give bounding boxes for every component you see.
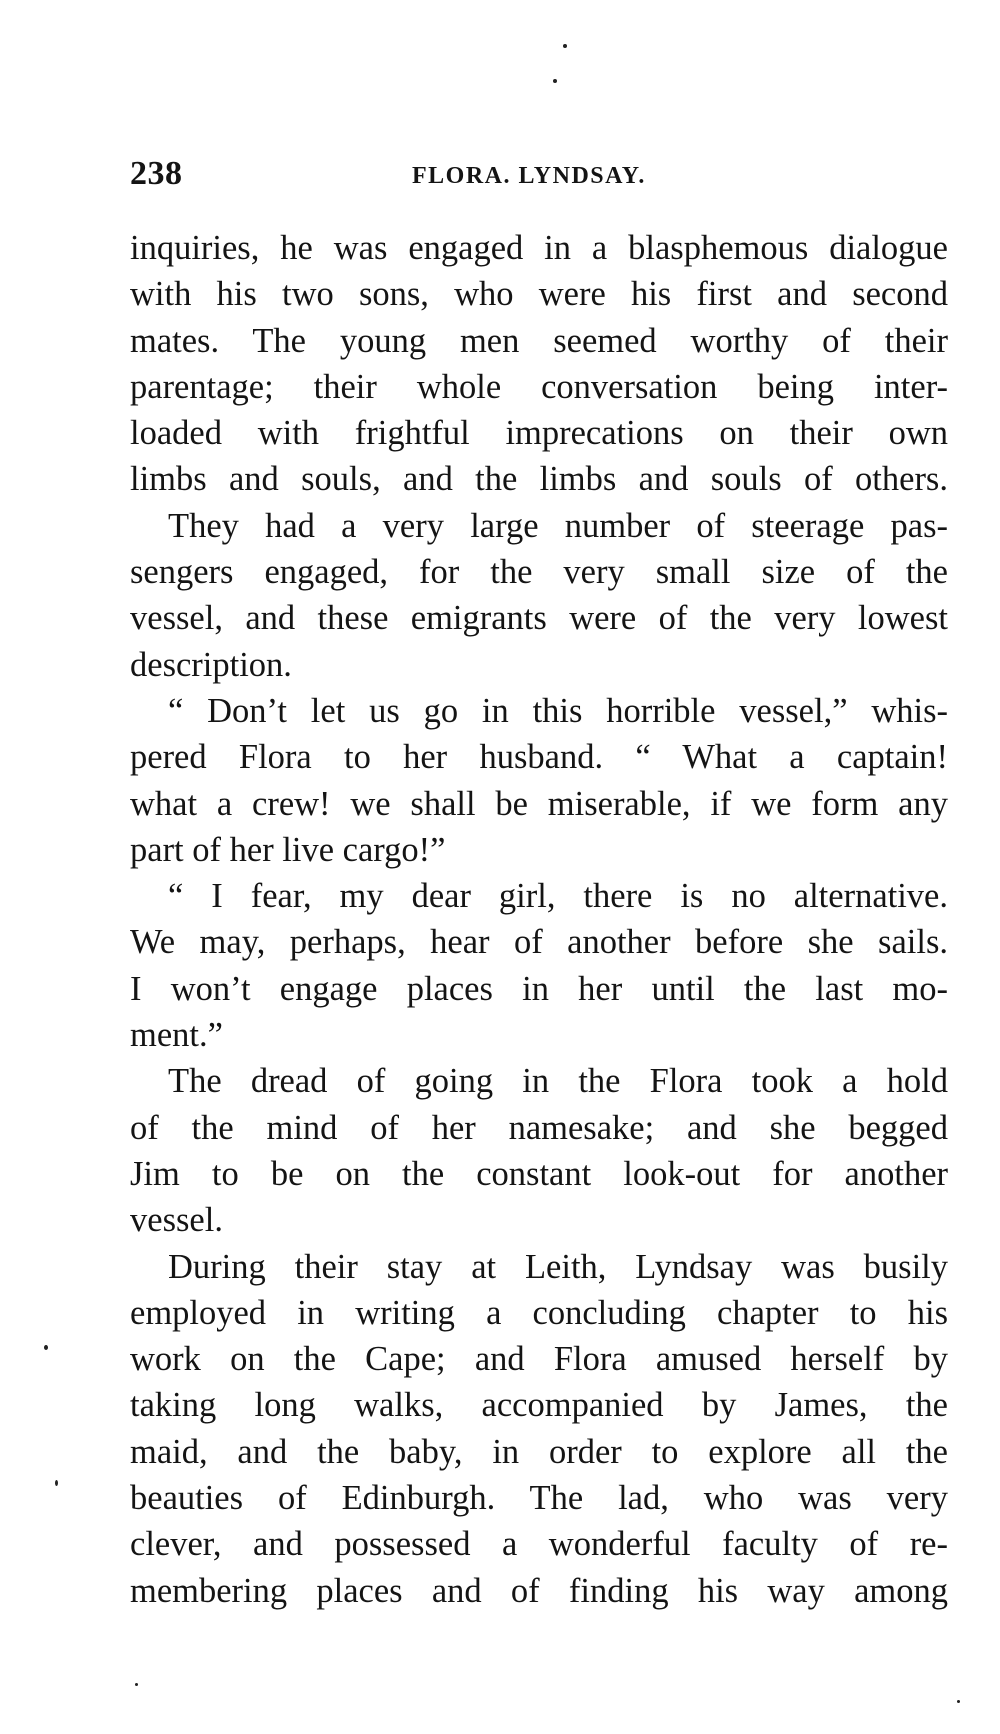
text-line: beauties of Edinburgh. The lad, who was very xyxy=(130,1479,948,1518)
text-line: pered Flora to her husband. “ What a captain! xyxy=(130,738,948,777)
text-line: They had a very large number of steerage pas- xyxy=(168,506,948,545)
text-line: limbs and souls, and the limbs and souls of others. xyxy=(130,460,948,499)
text-line: During their stay at Leith, Lyndsay was busily xyxy=(168,1247,948,1286)
text-line: what a crew! we shall be miserable, if we form any xyxy=(130,784,948,823)
text-line: membering places and of finding his way among xyxy=(130,1571,948,1610)
page-number: 238 xyxy=(130,155,183,192)
text-line: taking long walks, accompanied by James, the xyxy=(130,1386,948,1425)
text-line: with his two sons, who were his first and second xyxy=(130,275,948,314)
page-header xyxy=(130,155,950,195)
text-line: sengers engaged, for the very small size of the xyxy=(130,553,948,592)
text-line: parentage; their whole conversation being inter- xyxy=(130,367,948,406)
speck xyxy=(553,79,557,83)
text-line: I won’t engage places in her until the last mo- xyxy=(130,969,948,1008)
body-text xyxy=(130,225,948,1614)
speck xyxy=(44,1345,48,1350)
text-line: Jim to be on the constant look-out for another xyxy=(130,1154,948,1193)
text-line: maid, and the baby, in order to explore all the xyxy=(130,1432,948,1471)
text-line: of the mind of her namesake; and she begged xyxy=(130,1108,948,1147)
text-line: loaded with frightful imprecations on their own xyxy=(130,414,948,453)
text-line: clever, and possessed a wonderful faculty of re- xyxy=(130,1525,948,1564)
text-line: inquiries, he was engaged in a blasphemous dialogue xyxy=(130,229,948,267)
text-line: employed in writing a concluding chapter to his xyxy=(130,1293,948,1332)
text-line: vessel. xyxy=(130,1201,223,1240)
text-line: vessel, and these emigrants were of the very lowest xyxy=(130,599,948,638)
speck xyxy=(563,44,567,48)
text-line: “ Don’t let us go in this horrible vessel,” whis- xyxy=(168,691,948,730)
speck xyxy=(55,1480,58,1486)
text-line: “ I fear, my dear girl, there is no alternative. xyxy=(168,877,948,916)
text-line: part of her live cargo!” xyxy=(130,830,446,869)
text-line: The dread of going in the Flora took a hold xyxy=(168,1062,948,1101)
speck xyxy=(957,1700,960,1703)
text-line: description. xyxy=(130,645,292,684)
running-title: FLORA. LYNDSAY. xyxy=(412,163,646,189)
text-line: We may, perhaps, hear of another before she sails. xyxy=(130,923,948,962)
speck xyxy=(135,1683,138,1686)
text-line: ment.” xyxy=(130,1016,223,1055)
text-line: mates. The young men seemed worthy of their xyxy=(130,321,948,360)
text-line: work on the Cape; and Flora amused herself by xyxy=(130,1340,948,1379)
